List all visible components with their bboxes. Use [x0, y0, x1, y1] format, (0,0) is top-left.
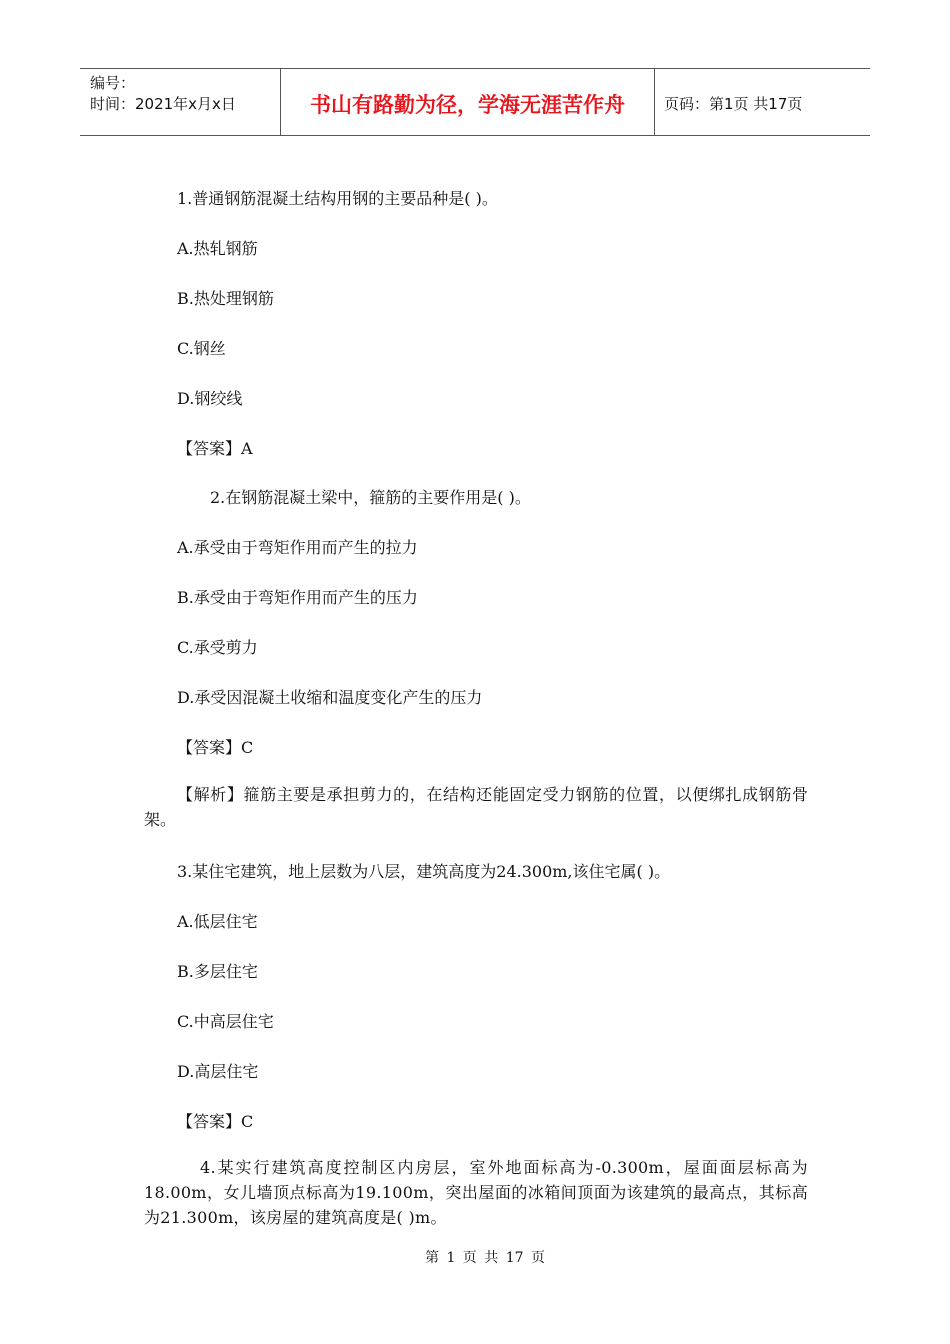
page-footer — [0, 1247, 950, 1267]
q3-answer: 【答案】C — [177, 1112, 254, 1131]
q1-option-c: C.钢丝 — [177, 339, 226, 358]
q3-option-d: D.高层住宅 — [177, 1062, 259, 1081]
q3-option-c: C.中高层住宅 — [177, 1012, 274, 1031]
header-motto-cell — [281, 69, 655, 135]
q1-answer: 【答案】A — [177, 439, 253, 458]
q1-option-d: D.钢绞线 — [177, 389, 243, 408]
q3-option-b: B.多层住宅 — [177, 962, 258, 981]
number-label: 编号： — [90, 74, 136, 92]
page-label: 页码：第1页 共17页 — [664, 94, 803, 113]
q2-option-a: A.承受由于弯矩作用而产生的拉力 — [177, 538, 418, 557]
q1-option-b: B.热处理钢筋 — [177, 289, 274, 308]
footer-page-number: 第 1 页 共 17 页 — [425, 1250, 545, 1266]
header-page-cell — [655, 69, 870, 135]
header-meta-cell — [80, 69, 281, 135]
q2-option-c: C.承受剪力 — [177, 638, 258, 657]
question-4: 4.某实行建筑高度控制区内房层，室外地面标高为-0.300m，屋面面层标高为18.00m，女儿墙顶点标高为19.100m，突出屋面的冰箱间顶面为该建筑的最高点，其标高为21.300m，该房屋的建筑高度是( )m。 — [144, 1158, 808, 1227]
q2-explanation: 【解析】箍筋主要是承担剪力的，在结构还能固定受力钢筋的位置，以便绑扎成钢筋骨架。 — [144, 785, 808, 829]
q1-option-a: A.热轧钢筋 — [177, 239, 258, 258]
motto-text: 书山有路勤为径，学海无涯苦作舟 — [310, 93, 625, 117]
question-2: 2.在钢筋混凝土梁中，箍筋的主要作用是( )。 — [210, 488, 531, 507]
q2-answer: 【答案】C — [177, 738, 254, 757]
q2-option-d: D.承受因混凝土收缩和温度变化产生的压力 — [177, 688, 483, 707]
page-header — [80, 68, 870, 136]
q3-option-a: A.低层住宅 — [177, 912, 258, 931]
question-1: 1.普通钢筋混凝土结构用钢的主要品种是( )。 — [177, 189, 498, 208]
date-label: 时间：2021年x月x日 — [90, 95, 236, 113]
question-3: 3.某住宅建筑，地上层数为八层，建筑高度为24.300m,该住宅属( )。 — [177, 862, 671, 881]
q2-option-b: B.承受由于弯矩作用而产生的压力 — [177, 588, 418, 607]
